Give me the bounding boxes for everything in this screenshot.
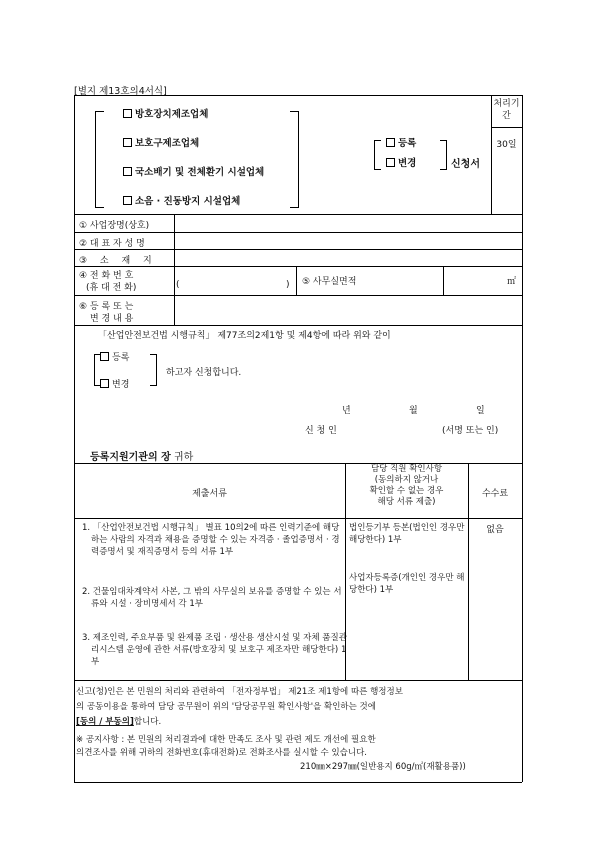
label-mobile: (휴 대 전 화) <box>86 283 137 293</box>
sign-label: (서명 또는 인) <box>442 426 499 436</box>
paper-spec: 210㎜×297㎜(일반용지 60g/㎡(재활용품)) <box>300 762 466 772</box>
statement: 「산업안전보건법 시행규칙」 제77조의2제1항 및 제4항에 따라 위와 같이 <box>98 331 391 341</box>
bracket-right <box>290 111 299 208</box>
applicant-label: 신 청 인 <box>305 426 337 436</box>
phone-paren-open: ( <box>176 280 180 290</box>
reg-bracket-right <box>440 140 447 170</box>
label-address: ③ 소 재 지 <box>79 256 157 266</box>
title-suffix: 신청서 <box>451 159 480 170</box>
business-type-1[interactable]: 방호장치제조업체 <box>123 106 208 120</box>
phone-input[interactable] <box>174 266 296 295</box>
business-type-2[interactable]: 보호구제조업체 <box>123 135 199 149</box>
label-change-details: ⑥ 등 록 또 는 <box>79 302 134 312</box>
business-type-3[interactable]: 국소배기 및 전체환기 시설업체 <box>123 164 264 178</box>
notice-line-2: 의견조사를 위해 귀하의 전화번호(휴대전화)로 전화조사를 실시할 수 있습니다. <box>76 748 368 758</box>
consent-agree-option[interactable]: [동의 / 부동의] <box>76 717 134 727</box>
address-input[interactable] <box>174 249 522 266</box>
consent-line-2: 의 공동이용을 통하여 담당 공무원이 위의 '담당공무원 확인사항'을 확인하는 것에 <box>76 702 376 712</box>
label-phone: ④ 전 화 번 호 <box>79 271 134 281</box>
area-unit: ㎡ <box>507 277 517 287</box>
representative-input[interactable] <box>174 232 522 249</box>
day-label: 일 <box>476 406 485 416</box>
col-verify-header: 담당 직원 확인사항 (동의하지 않거나 확인할 수 없는 경우 해당 서류 제출) <box>369 464 444 507</box>
col-fee-header: 수수료 <box>481 489 509 499</box>
statement-2: 하고자 신청합니다. <box>166 368 242 378</box>
change-details-input[interactable] <box>174 295 522 325</box>
bracket-left <box>95 111 104 208</box>
reg-option-register[interactable]: 등록 <box>386 135 416 149</box>
label-representative: ② 대 표 자 성 명 <box>79 239 145 249</box>
business-type-4[interactable]: 소음 · 진동방지 시설업체 <box>123 193 240 207</box>
year-label: 년 <box>342 406 351 416</box>
processing-label: 처리기간 <box>493 99 520 121</box>
statement-option-change[interactable]: 변경 <box>100 377 129 390</box>
consent-line-3: [동의 / 부동의]합니다. <box>76 717 162 727</box>
doc-item-2: 2. 건물임대차계약서 사본, 그 밖의 사무실의 보유를 증명할 수 있는 서류와 시설 · 장비명세서 각 1부 <box>82 587 342 609</box>
doc-item-1: 1. 「산업안전보건법 시행규칙」 별표 10의2에 따른 인력기준에 해당하는 사람의 자격과 채용을 증명할 수 있는 자격증 · 졸업증명서 · 경력증명서 및 재직증명서 등의 서류 1부 <box>82 523 340 557</box>
label-business-name: ① 사업장명(상호) <box>79 221 150 231</box>
statement-bracket-right <box>150 354 157 386</box>
business-name-input[interactable] <box>174 214 522 232</box>
label-change-details-2: 변 경 내 용 <box>90 314 134 324</box>
verify-item-1: 법인등기부 등본(법인인 경우만 해당한다) 1부 <box>349 523 465 545</box>
form-label: [별지 제13호의4서식] <box>74 86 167 97</box>
consent-line-1: 신고(청)인은 본 민원의 처리와 관련하여 「전자정부법」 제21조 제1항에 따른 행정정보 <box>76 687 403 697</box>
doc-item-3: 3. 제조인력, 주요부품 및 완제품 조립 · 생산용 생산시설 및 자체 품질관리시스템 운영에 관한 서류(방호장치 및 보호구 제조자만 해당한다) 1부 <box>82 633 347 667</box>
reg-bracket-left <box>374 140 381 170</box>
fee-value: 없음 <box>486 525 504 535</box>
recipient: 등록지원기관의 장 귀하 <box>90 452 194 463</box>
label-office-area: ⑤ 사무실면적 <box>302 277 357 287</box>
processing-value: 30일 <box>496 140 517 150</box>
reg-option-change[interactable]: 변경 <box>386 155 416 169</box>
month-label: 월 <box>409 406 418 416</box>
notice-line-1: ※ 공지사항 : 본 민원의 처리결과에 대한 만족도 조사 및 관련 제도 개선에 필요한 <box>76 735 376 745</box>
phone-paren-close: ) <box>286 280 290 290</box>
statement-option-register[interactable]: 등록 <box>100 350 129 363</box>
col-docs-header: 제출서류 <box>192 489 227 499</box>
verify-item-2: 사업자등록증(개인인 경우만 해당한다) 1부 <box>349 573 465 595</box>
